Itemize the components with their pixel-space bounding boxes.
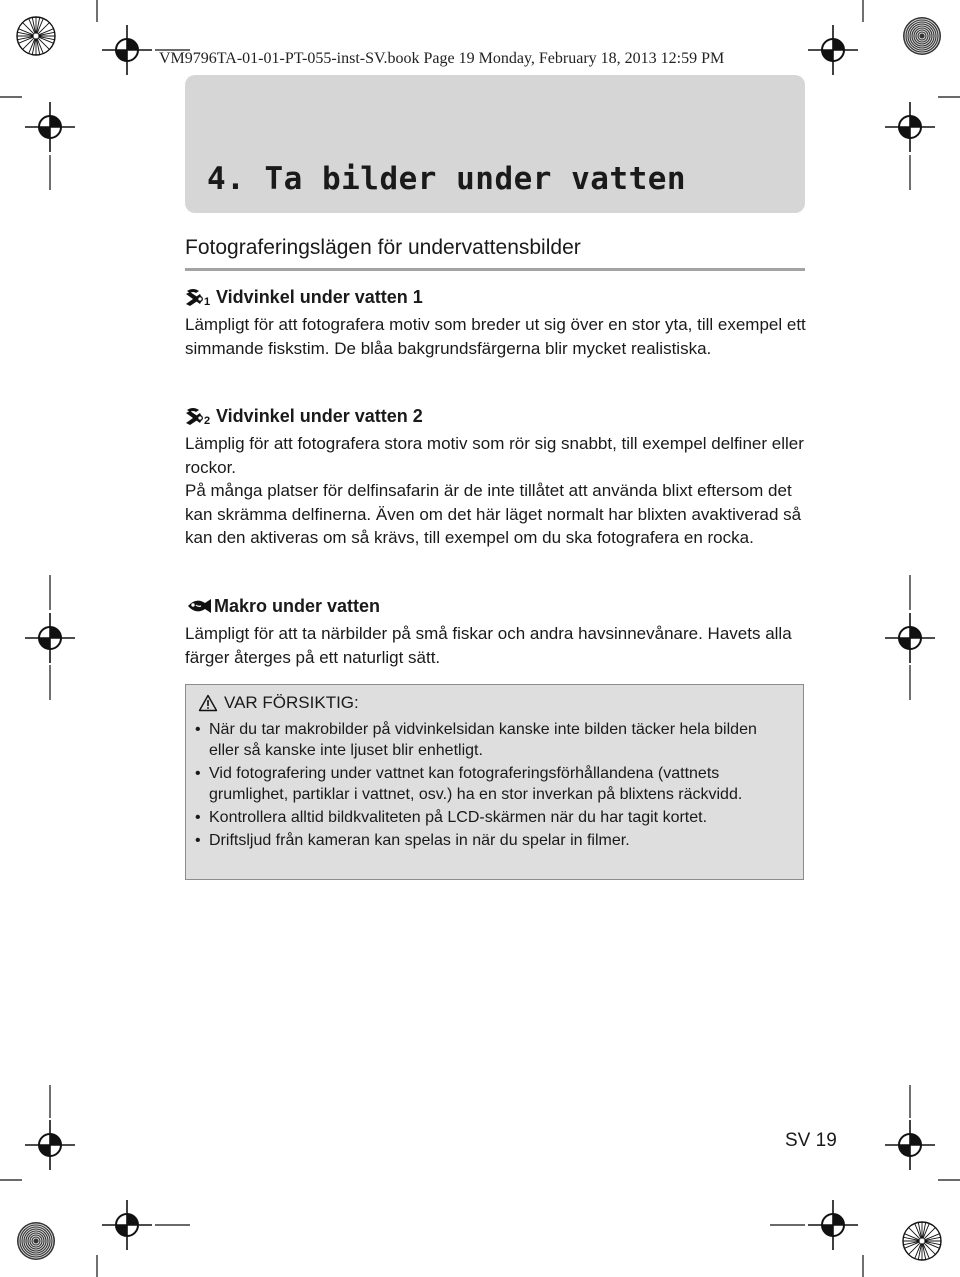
caution-box: [185, 684, 804, 880]
underwater-wide-2-icon: [185, 405, 215, 427]
mode-title-text: Vidvinkel under vatten 2: [216, 405, 423, 426]
mode-wide-2: [185, 403, 810, 550]
page-number: SV 19: [785, 1130, 837, 1151]
caution-item: • Driftsljud från kameran kan spelas in när du spelar in filmer.: [186, 830, 786, 851]
mode-macro: [185, 593, 810, 669]
mode-title-text: Vidvinkel under vatten 1: [216, 286, 423, 307]
caution-title: VAR FÖRSIKTIG:: [224, 693, 359, 712]
underwater-wide-1-icon: [185, 286, 215, 308]
underwater-macro-icon: [185, 595, 213, 617]
chapter-title: 4. Ta bilder under vatten: [207, 161, 687, 197]
caution-item: • När du tar makrobilder på vidvinkelsidan kanske inte bilden täcker hela bilden eller så kanske inte ljuset blir enhetligt.: [186, 719, 786, 761]
mode-title: [185, 403, 810, 429]
svg-text:1: 1: [204, 296, 211, 308]
mode-title: [185, 593, 810, 619]
caution-header: [198, 693, 359, 713]
mode-title: [185, 284, 810, 310]
caution-item: • Vid fotografering under vattnet kan fotograferingsförhållandena (vattnets grumlighet, partiklar i vattnet, osv.) ha en stor inverkan på blixtens räckvidd.: [186, 763, 786, 805]
book-header-line: VM9796TA-01-01-PT-055-inst-SV.book Page 19 Monday, February 18, 2013 12:59 PM: [159, 50, 725, 67]
chapter-title-band: [185, 75, 805, 213]
caution-list: [186, 719, 786, 853]
warning-triangle-icon: [198, 694, 218, 712]
section-heading: Fotograferingslägen för undervattensbilder: [185, 236, 581, 259]
mode-description: Lämpligt för att ta närbilder på små fiskar och andra havsinnevånare. Havets alla färger återges på ett naturligt sätt.: [185, 624, 792, 667]
mode-wide-1: [185, 284, 810, 360]
mode-title-text: Makro under vatten: [214, 595, 381, 616]
mode-description: Lämplig för att fotografera stora motiv som rör sig snabbt, till exempel delfiner eller rockor.: [185, 434, 804, 477]
mode-description: På många platser för delfinsafarin är de inte tillåtet att använda blixt eftersom det kan skrämma delfinerna. Även om det här läget normalt har blixten avaktiverad så kan den aktiveras om så krävs, till exempel om du ska fotografera en rocka.: [185, 481, 802, 547]
mode-description: Lämpligt för att fotografera motiv som breder ut sig över en stor yta, till exempel ett simmande fiskstim. De blåa bakgrundsfärgerna blir mycket realistiska.: [185, 315, 806, 358]
svg-text:2: 2: [204, 415, 211, 427]
caution-item: • Kontrollera alltid bildkvaliteten på LCD-skärmen när du har tagit kortet.: [186, 807, 786, 828]
section-rule: [185, 268, 805, 271]
